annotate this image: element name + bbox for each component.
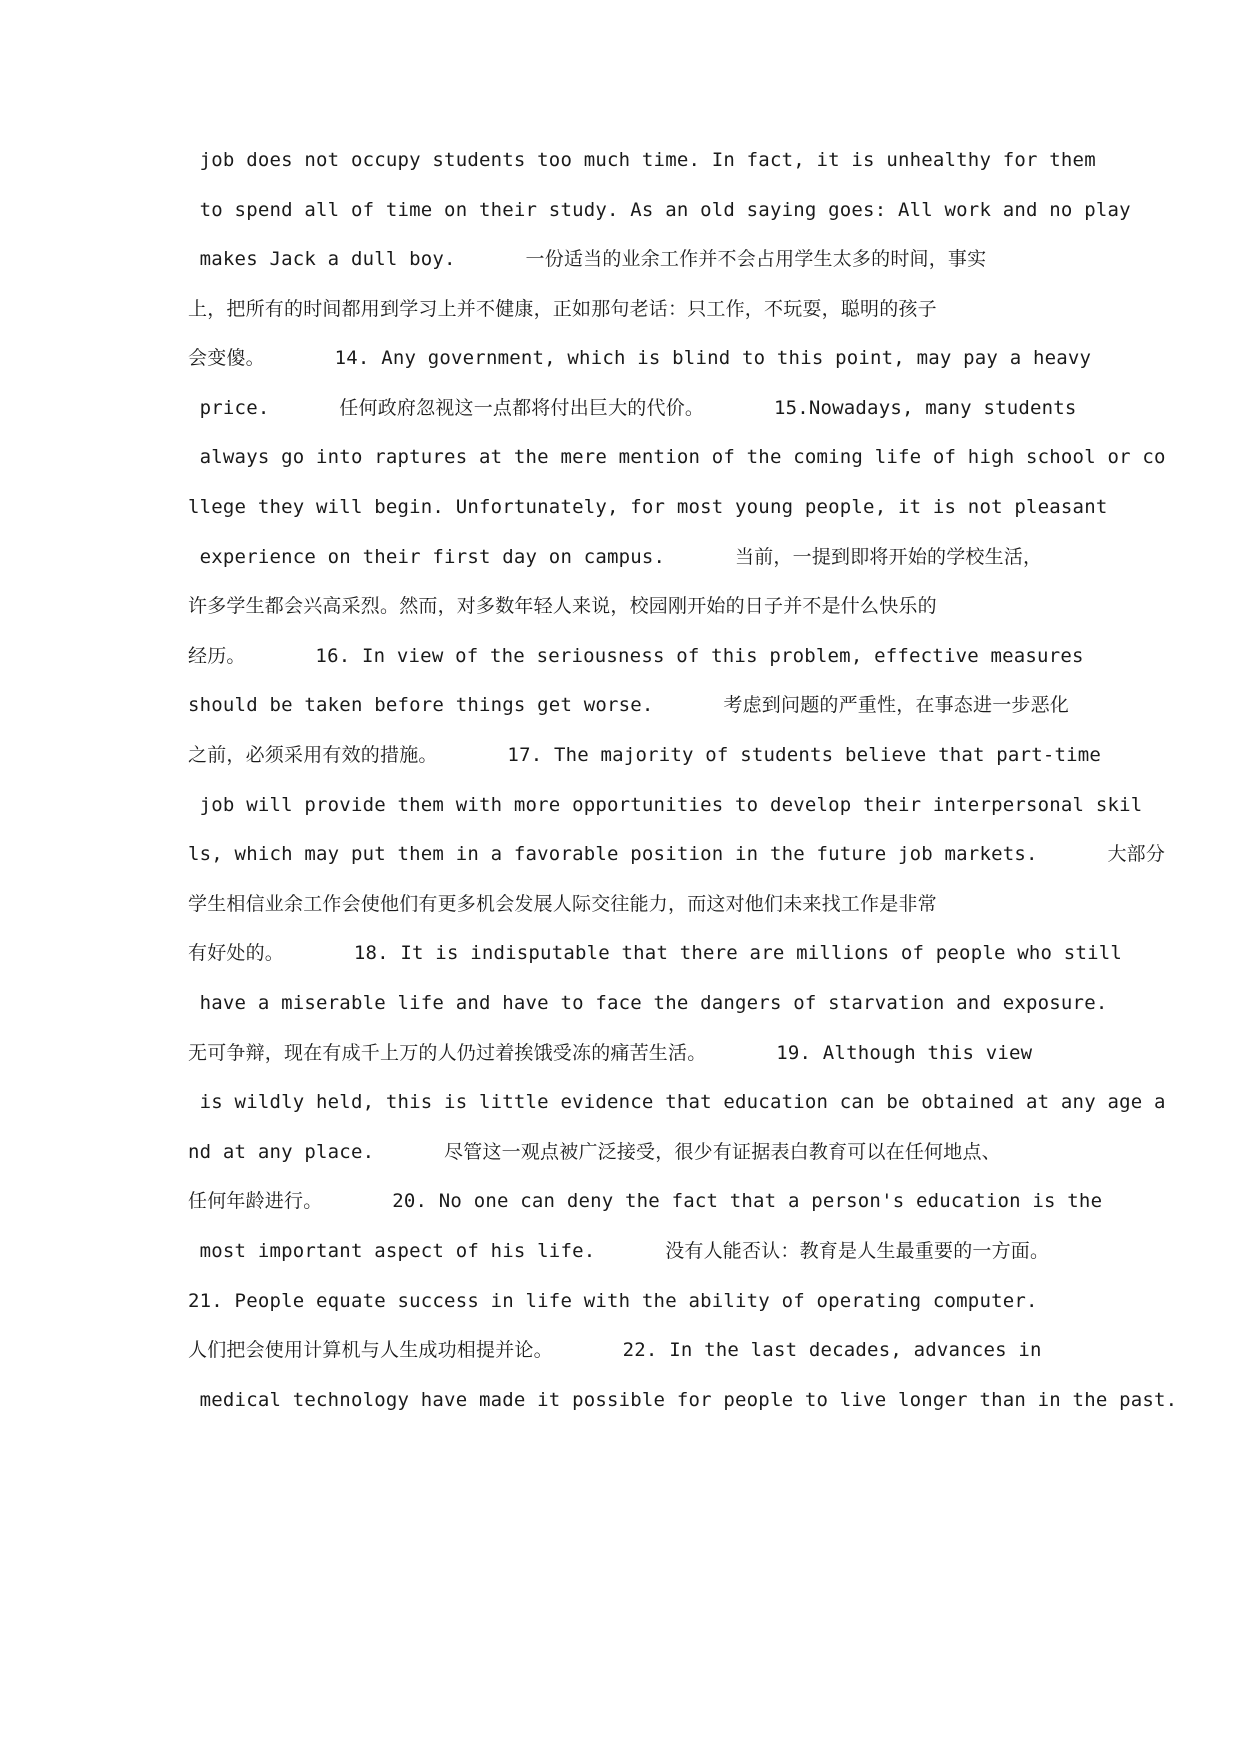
- text-line: 许多学生都会兴高采烈。然而，对多数年轻人来说，校园刚开始的日子并不是什么快乐的: [188, 595, 937, 617]
- text-line: to spend all of time on their study. As an old saying goes: All work and no play: [188, 199, 1131, 221]
- text-line: 任何年龄进行。 20. No one can deny the fact that a person's education is the: [188, 1190, 1103, 1212]
- text-line: ls, which may put them in a favorable position in the future job markets. 大部分: [188, 843, 1166, 865]
- text-line: is wildly held, this is little evidence that education can be obtained at any age a: [188, 1091, 1166, 1113]
- text-line: always go into raptures at the mere mention of the coming life of high school or co: [188, 446, 1166, 468]
- text-line: 有好处的。 18. It is indisputable that there are millions of people who still: [188, 942, 1123, 964]
- text-line: 会变傻。 14. Any government, which is blind to this point, may pay a heavy: [188, 347, 1092, 369]
- text-line: price. 任何政府忽视这一点都将付出巨大的代价。 15.Nowadays, many students: [188, 397, 1077, 419]
- text-line: 人们把会使用计算机与人生成功相提并论。 22. In the last decades, advances in: [188, 1339, 1042, 1361]
- text-line: llege they will begin. Unfortunately, for most young people, it is not pleasant: [188, 496, 1108, 518]
- text-line: job will provide them with more opportunities to develop their interpersonal skil: [188, 794, 1143, 816]
- text-line: 上，把所有的时间都用到学习上并不健康，正如那句老话：只工作，不玩耍，聪明的孩子: [188, 298, 937, 320]
- text-line: 21. People equate success in life with the ability of operating computer.: [188, 1290, 1038, 1312]
- text-line: 无可争辩，现在有成千上万的人仍过着挨饿受冻的痛苦生活。 19. Although this view: [188, 1042, 1033, 1064]
- text-line: have a miserable life and have to face the dangers of starvation and exposure.: [188, 992, 1108, 1014]
- text-line: should be taken before things get worse. 考虑到问题的严重性，在事态进一步恶化: [188, 694, 1069, 716]
- text-line: 经历。 16. In view of the seriousness of this problem, effective measures: [188, 645, 1084, 667]
- text-line: experience on their first day on campus. 当前，一提到即将开始的学校生活，: [188, 546, 1043, 568]
- text-line: 之前，必须采用有效的措施。 17. The majority of students believe that part-time: [188, 744, 1102, 766]
- text-line: medical technology have made it possible for people to live longer than in the past.: [188, 1389, 1178, 1411]
- text-line: makes Jack a dull boy. 一份适当的业余工作并不会占用学生太多的时间，事实: [188, 248, 987, 270]
- text-line: 学生相信业余工作会使他们有更多机会发展人际交往能力，而这对他们未来找工作是非常: [188, 893, 937, 915]
- text-line: job does not occupy students too much time. In fact, it is unhealthy for them: [188, 149, 1096, 171]
- text-line: nd at any place. 尽管这一观点被广泛接受，很少有证据表白教育可以在任何地点、: [188, 1141, 1001, 1163]
- text-line: most important aspect of his life. 没有人能否认：教育是人生最重要的一方面。: [188, 1240, 1050, 1262]
